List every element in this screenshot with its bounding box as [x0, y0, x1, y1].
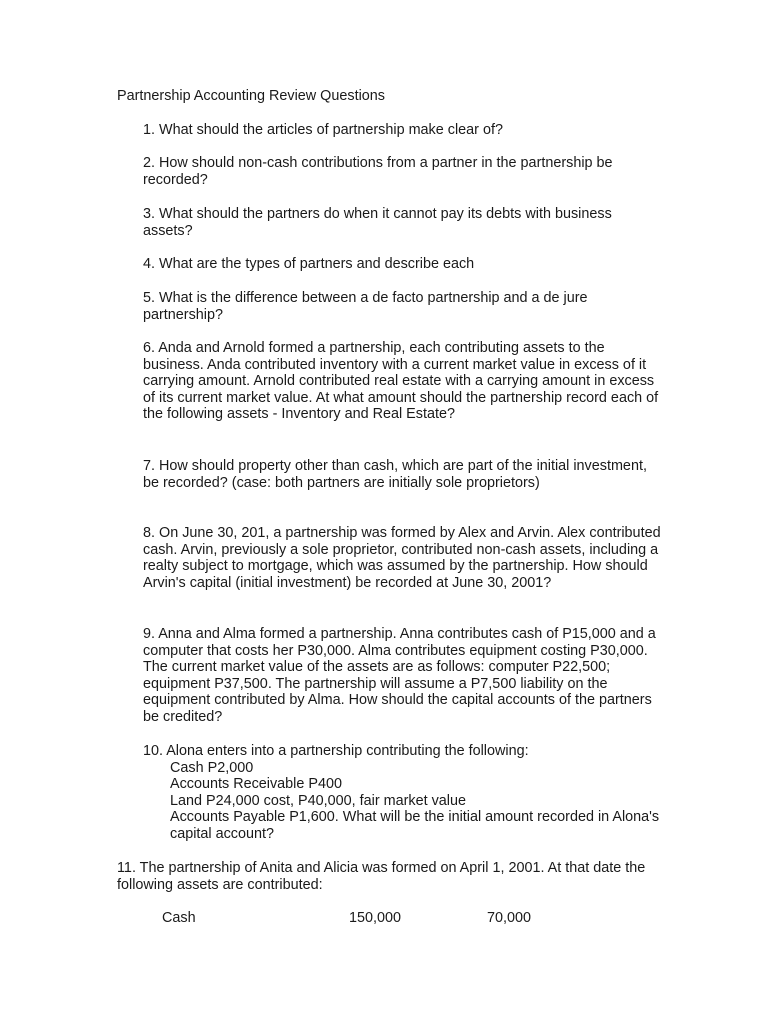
question-3: 3. What should the partners do when it cannot pay its debts with business assets? — [143, 206, 612, 239]
question-10-intro: 10. Alona enters into a partnership contributing the following: — [143, 743, 529, 759]
question-10 — [143, 743, 663, 843]
document-title: Partnership Accounting Review Questions — [117, 88, 385, 104]
question-7: 7. How should property other than cash, which are part of the initial investment, be recorded? (case: both partners are initially sole proprietors) — [143, 458, 647, 491]
question-4: 4. What are the types of partners and describe each — [143, 256, 475, 272]
question-8: 8. On June 30, 201, a partnership was formed by Alex and Arvin. Alex contributed cash. Arvin, previously a sole proprietor, contributed non-cash assets, including a realty subject to mortgage, which was assumed by the partnership. How should Arvin's capital (initial investment) be recorded at June 30, 2001? — [143, 525, 661, 591]
question-2: 2. How should non-cash contributions from a partner in the partnership be recorded? — [143, 155, 613, 188]
question-11: 11. The partnership of Anita and Alicia was formed on April 1, 2001. At that date the following assets are contributed: — [117, 860, 646, 893]
table-row — [0, 910, 768, 928]
question-10-item: Land P24,000 cost, P40,000, fair market value — [170, 792, 466, 809]
row-value-anita: 150,000 — [349, 910, 402, 926]
question-9: 9. Anna and Alma formed a partnership. Anna contributes cash of P15,000 and a computer that costs her P30,000. Alma contributes equipment costing P30,000. The current market value of the assets are as follows: computer P22,500; equipment P37,500. The partnership will assume a P7,500 liability on the equipment contributed by Alma. How should the capital accounts of the partners be credited? — [143, 626, 656, 725]
question-10-item: Accounts Payable P1,600. What will be the initial amount recorded in Alona's capital account? — [170, 809, 660, 842]
question-10-item: Accounts Receivable P400 — [170, 776, 342, 793]
question-6: 6. Anda and Arnold formed a partnership, each contributing assets to the business. Anda contributed inventory with a current market value in excess of it carrying amount. Arnold contributed real estate with a carrying amount in excess of its current market value. At what amount should the partnership record each of the following assets - Inventory and Real Estate? — [143, 340, 659, 423]
row-value-alicia: 70,000 — [487, 910, 532, 926]
row-label: Cash — [162, 910, 196, 926]
question-10-item: Cash P2,000 — [170, 759, 254, 776]
question-1: 1. What should the articles of partnership make clear of? — [143, 122, 503, 138]
question-5: 5. What is the difference between a de facto partnership and a de jure partnership? — [143, 290, 588, 323]
